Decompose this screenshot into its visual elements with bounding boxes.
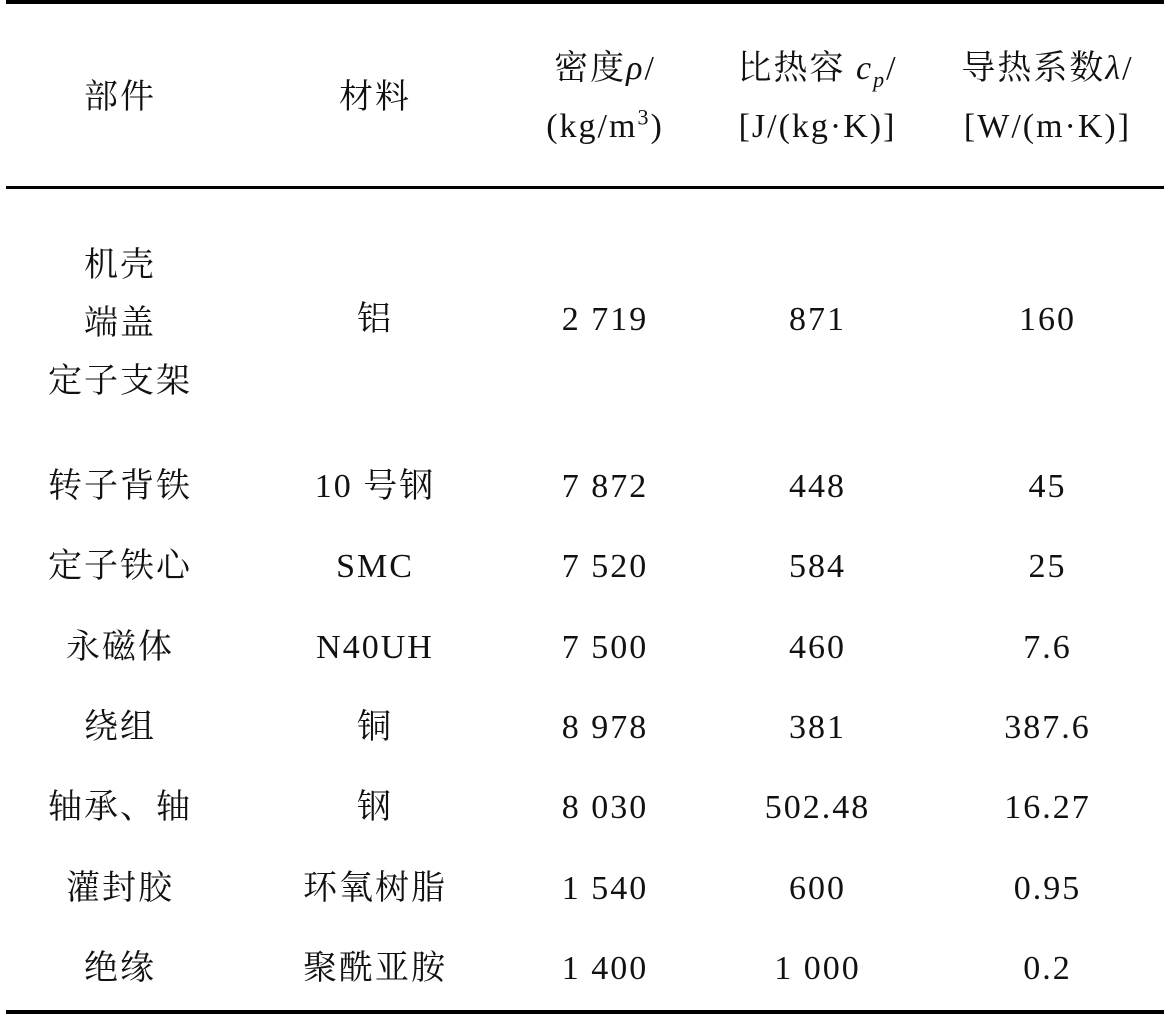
- header-material: 材料: [339, 79, 411, 116]
- table-bottom-rule: [6, 1010, 1164, 1014]
- header-thermal-conductivity-unit: [W/(m·K)]: [963, 108, 1132, 145]
- table-row-6-material: 环氧树脂: [303, 870, 447, 907]
- table-row-2-part: 定子铁心: [48, 548, 192, 585]
- header-part: 部件: [84, 79, 156, 116]
- table-row-0-part: [20, 237, 220, 411]
- table-row-6-specific-heat: 600: [789, 870, 846, 907]
- table-row-7-thermal-conductivity: 0.2: [1023, 950, 1072, 987]
- table-row-2-thermal-conductivity: 25: [1028, 548, 1067, 585]
- table-row-5-thermal-conductivity: 16.27: [1004, 789, 1091, 826]
- table-row-5-part: 轴承、轴: [48, 789, 192, 826]
- table-row-4-material: 铜: [357, 709, 393, 746]
- header-specific-heat: [710, 40, 925, 156]
- table-row-4-specific-heat: 381: [789, 709, 846, 746]
- table-row-7-part: 绝缘: [84, 950, 156, 987]
- table-row-1-specific-heat: 448: [789, 468, 846, 505]
- table-row-7-material: 聚酰亚胺: [303, 950, 447, 987]
- table-row-3-specific-heat: 460: [789, 629, 846, 666]
- header-density: [505, 40, 705, 156]
- table-row-3-density: 7 500: [561, 629, 649, 666]
- table-row-6-thermal-conductivity: 0.95: [1013, 870, 1082, 907]
- table-row-2-density: 7 520: [561, 548, 649, 585]
- table-row-7-specific-heat: 1 000: [774, 950, 861, 987]
- table-row-1-material: 10 号钢: [314, 468, 436, 505]
- table-row-3-thermal-conductivity: 7.6: [1023, 629, 1072, 666]
- header-specific-heat-title: 比热容 $c_p/$: [737, 50, 898, 92]
- table-row-2-specific-heat: 584: [789, 548, 846, 585]
- header-specific-heat-unit: [J/(kg·K)]: [738, 108, 897, 145]
- table-row-5-density: 8 030: [561, 789, 649, 826]
- table-row-3-part: 永磁体: [66, 629, 174, 666]
- table-row-6-density: 1 540: [561, 870, 649, 907]
- table-top-rule: [6, 0, 1164, 4]
- header-density-unit: $(kg/m^3)$: [546, 104, 664, 145]
- table-row-7-density: 1 400: [561, 950, 649, 987]
- table-row-0-thermal-conductivity: 160: [1019, 301, 1076, 338]
- table-row-0-density: 2 719: [561, 301, 649, 338]
- table-row-0-material: 铝: [357, 301, 393, 338]
- part-line: 端盖: [84, 305, 156, 342]
- part-line: 机壳: [84, 247, 156, 284]
- header-density-title: 密度ρ/: [554, 50, 656, 87]
- table-row-0-specific-heat: 871: [789, 301, 846, 338]
- table-row-3-material: N40UH: [316, 629, 434, 666]
- header-thermal-conductivity: [935, 40, 1160, 156]
- header-thermal-conductivity-title: 导热系数λ/: [961, 50, 1134, 87]
- table-row-5-material: 钢: [357, 789, 393, 826]
- table-header-rule: [6, 186, 1164, 189]
- table-row-5-specific-heat: 502.48: [764, 789, 871, 826]
- table-row-4-part: 绕组: [84, 709, 156, 746]
- table-row-1-density: 7 872: [561, 468, 649, 505]
- table-row-1-thermal-conductivity: 45: [1028, 468, 1067, 505]
- table-row-2-material: SMC: [336, 548, 414, 585]
- table-row-6-part: 灌封胶: [66, 870, 174, 907]
- table-row-4-thermal-conductivity: 387.6: [1004, 709, 1091, 746]
- part-line: 定子支架: [48, 363, 192, 400]
- table-row-4-density: 8 978: [561, 709, 649, 746]
- table-row-1-part: 转子背铁: [48, 468, 192, 505]
